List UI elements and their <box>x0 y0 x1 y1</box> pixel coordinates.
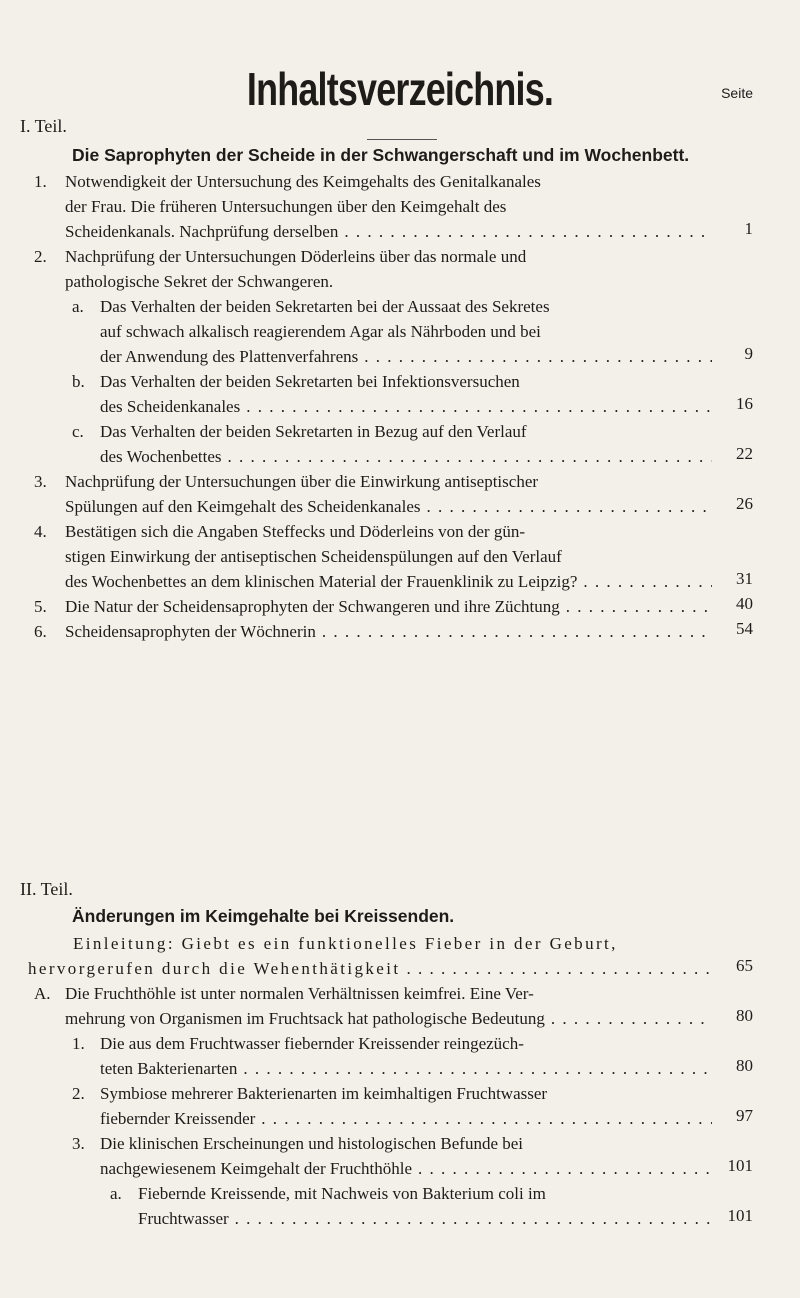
dot-leader <box>229 1206 712 1231</box>
toc-entry <box>34 981 712 1031</box>
entry-line <box>65 519 712 544</box>
page-number: 65 <box>736 956 753 975</box>
toc-entry <box>34 469 712 519</box>
toc-entry <box>72 1081 712 1131</box>
entry-line <box>28 956 712 981</box>
entry-text: pathologische Sekret der Schwangeren. <box>65 272 334 291</box>
toc-entry <box>72 294 712 369</box>
page-number: 54 <box>736 619 753 638</box>
title-rule <box>367 139 437 140</box>
page-number: 101 <box>727 1206 753 1225</box>
entry-line <box>100 394 712 419</box>
entry-line <box>65 619 712 644</box>
entry-number: 6. <box>34 622 47 641</box>
dot-leader <box>316 619 712 644</box>
entry-text: mehrung von Organismen im Fruchtsack hat pathologische Bedeutung <box>65 1009 545 1028</box>
entry-text: Symbiose mehrerer Bakterienarten im keimhaltigen Fruchtwasser <box>100 1084 548 1103</box>
entry-number: A. <box>34 984 51 1003</box>
page-number: 101 <box>727 1156 753 1175</box>
entry-line <box>100 369 712 394</box>
dot-leader <box>412 1156 712 1181</box>
entry-line <box>100 294 712 319</box>
entry-text: des Wochenbettes <box>100 447 222 466</box>
toc-entry <box>34 594 712 619</box>
entry-text: Einleitung: Giebt es ein funktionelles Fieber in der Geburt, <box>73 934 618 953</box>
entry-line <box>138 1206 712 1231</box>
page-number: 31 <box>736 569 753 588</box>
page-number: 9 <box>744 344 753 363</box>
page-number: 1 <box>744 219 753 238</box>
entry-text: auf schwach alkalisch reagierendem Agar als Nährboden und bei <box>100 322 541 341</box>
entry-text: stigen Einwirkung der antiseptischen Scheidenspülungen auf den Verlauf <box>65 547 562 566</box>
entry-line <box>65 219 712 244</box>
entry-number: c. <box>72 422 84 441</box>
entry-number: 3. <box>72 1134 85 1153</box>
entry-line <box>65 981 712 1006</box>
page-number: 22 <box>736 444 753 463</box>
entry-number: 4. <box>34 522 47 541</box>
entry-text: Die Fruchthöhle ist unter normalen Verhältnissen keimfrei. Eine Ver- <box>65 984 534 1003</box>
entry-line <box>138 1181 712 1206</box>
page-title: Inhaltsverzeichnis. <box>246 63 554 115</box>
entry-text: der Frau. Die früheren Untersuchungen über den Keimgehalt des <box>65 197 507 216</box>
entry-text: fiebernder Kreissender <box>100 1109 256 1128</box>
entry-line <box>100 1081 712 1106</box>
entry-line <box>100 444 712 469</box>
entry-text: Das Verhalten der beiden Sekretarten bei der Aussaat des Sekretes <box>100 297 550 316</box>
entry-line <box>65 194 712 219</box>
entry-number: a. <box>110 1184 122 1203</box>
dot-leader <box>338 219 712 244</box>
entry-line <box>100 344 712 369</box>
entry-text: teten Bakterienarten <box>100 1059 238 1078</box>
page-number: 40 <box>736 594 753 613</box>
entry-number: a. <box>72 297 84 316</box>
entry-text: Notwendigkeit der Untersuchung des Keimgehalts des Genitalkanales <box>65 172 541 191</box>
entry-text: Die Natur der Scheidensaprophyten der Schwangeren und ihre Züchtung <box>65 597 560 616</box>
entry-text: der Anwendung des Plattenverfahrens <box>100 347 359 366</box>
entry-text: Die aus dem Fruchtwasser fiebernder Kreissender reingezüch- <box>100 1034 524 1053</box>
dot-leader <box>545 1006 712 1031</box>
entry-text: des Scheidenkanales <box>100 397 241 416</box>
entry-line <box>65 269 712 294</box>
entry-line <box>100 1106 712 1131</box>
entry-text: nachgewiesenem Keimgehalt der Fruchthöhle <box>100 1159 413 1178</box>
page-number: 97 <box>736 1106 753 1125</box>
dot-leader <box>240 394 712 419</box>
entry-text: hervorgerufen durch die Wehenthätigkeit <box>28 959 401 978</box>
toc-entry <box>34 519 712 594</box>
dot-leader <box>420 494 712 519</box>
entry-number: 2. <box>72 1084 85 1103</box>
page-number: 80 <box>736 1056 753 1075</box>
dot-leader <box>237 1056 712 1081</box>
entry-text: Nachprüfung der Untersuchungen Döderleins über das normale und <box>65 247 527 266</box>
entry-line <box>65 594 712 619</box>
page-number: 26 <box>736 494 753 513</box>
dot-leader <box>577 569 712 594</box>
toc-entry <box>34 619 712 644</box>
entry-number: 2. <box>34 247 47 266</box>
dot-leader <box>255 1106 712 1131</box>
toc-entry <box>72 419 712 469</box>
entry-number: b. <box>72 372 85 391</box>
entry-text: Nachprüfung der Untersuchungen über die Einwirkung antiseptischer <box>65 472 539 491</box>
dot-leader <box>560 594 712 619</box>
part-heading: Änderungen im Keimgehalte bei Kreissenden. <box>72 906 455 926</box>
entry-line <box>100 1031 712 1056</box>
entry-line <box>65 169 712 194</box>
entry-text: Fiebernde Kreissende, mit Nachweis von Bakterium coli im <box>138 1184 546 1203</box>
entry-number: 3. <box>34 472 47 491</box>
toc-entry <box>34 244 712 294</box>
entry-line <box>65 244 712 269</box>
entry-line <box>100 1056 712 1081</box>
dot-leader <box>222 444 712 469</box>
entry-text: Das Verhalten der beiden Sekretarten in Bezug auf den Verlauf <box>100 422 527 441</box>
page-number: 16 <box>736 394 753 413</box>
entry-text: Scheidensaprophyten der Wöchnerin <box>65 622 316 641</box>
entry-text: Scheidenkanals. Nachprüfung derselben <box>65 222 339 241</box>
introduction-entry <box>28 931 712 981</box>
entry-line <box>28 931 712 956</box>
toc-entry <box>72 369 712 419</box>
entry-text: Spülungen auf den Keimgehalt des Scheidenkanales <box>65 497 421 516</box>
part-label: I. Teil. <box>20 116 67 136</box>
entry-line <box>65 569 712 594</box>
entry-line <box>65 544 712 569</box>
page-column-header: Seite <box>721 85 753 101</box>
entry-line <box>100 1131 712 1156</box>
entry-number: 5. <box>34 597 47 616</box>
toc-entry <box>34 169 712 244</box>
entry-number: 1. <box>34 172 47 191</box>
dot-leader <box>400 956 712 981</box>
entry-line <box>100 1156 712 1181</box>
entry-text: Die klinischen Erscheinungen und histologischen Befunde bei <box>100 1134 524 1153</box>
entry-text: Bestätigen sich die Angaben Steffecks und Döderleins von der gün- <box>65 522 525 541</box>
entry-text: des Wochenbettes an dem klinischen Material der Frauenklinik zu Leipzig? <box>65 572 578 591</box>
part-heading: Die Saprophyten der Scheide in der Schwangerschaft und im Wochenbett. <box>72 145 690 165</box>
toc-entry <box>72 1131 712 1181</box>
entry-number: 1. <box>72 1034 85 1053</box>
dot-leader <box>358 344 712 369</box>
entry-text: Das Verhalten der beiden Sekretarten bei Infektionsversuchen <box>100 372 520 391</box>
toc-entry <box>110 1181 712 1231</box>
page-number: 80 <box>736 1006 753 1025</box>
entry-line <box>100 319 712 344</box>
part-label: II. Teil. <box>20 879 73 899</box>
entry-line <box>65 469 712 494</box>
entry-line <box>65 494 712 519</box>
toc-entry <box>72 1031 712 1081</box>
entry-text: Fruchtwasser <box>138 1209 229 1228</box>
entry-line <box>65 1006 712 1031</box>
entry-line <box>100 419 712 444</box>
